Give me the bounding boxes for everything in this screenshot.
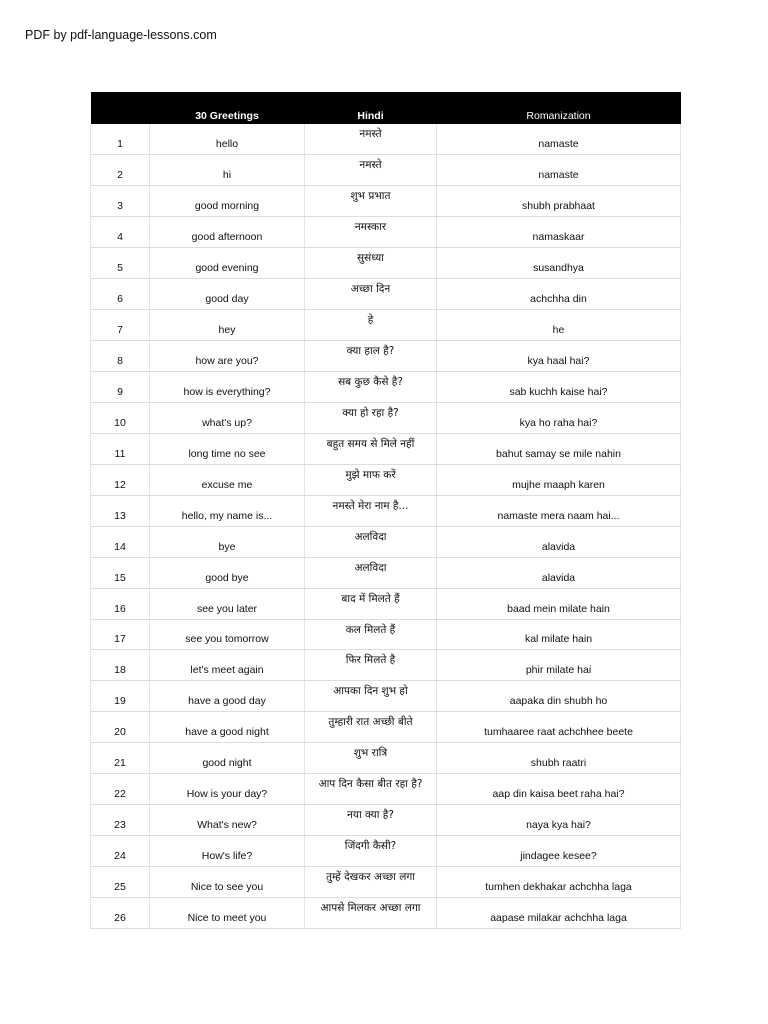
row-hindi: आपका दिन शुभ हो — [305, 681, 437, 712]
table-row — [91, 557, 681, 588]
row-number: 11 — [91, 433, 150, 464]
row-hindi: अलविदा — [305, 557, 437, 588]
row-hindi: अच्छा दिन — [305, 279, 437, 310]
row-hindi: नमस्ते मेरा नाम है... — [305, 495, 437, 526]
row-number: 12 — [91, 464, 150, 495]
row-number: 19 — [91, 681, 150, 712]
row-english: how are you? — [150, 341, 305, 372]
row-romanization: sab kuchh kaise hai? — [437, 372, 681, 403]
row-romanization: aapaka din shubh ho — [437, 681, 681, 712]
row-number: 5 — [91, 248, 150, 279]
table-row — [91, 217, 681, 248]
table-row — [91, 619, 681, 650]
row-hindi: हे — [305, 310, 437, 341]
row-romanization: jindagee kesee? — [437, 836, 681, 867]
row-number: 25 — [91, 867, 150, 898]
row-english: hi — [150, 155, 305, 186]
row-romanization: alavida — [437, 526, 681, 557]
row-hindi: नमस्ते — [305, 124, 437, 155]
row-hindi: फिर मिलते है — [305, 650, 437, 681]
header-row — [91, 92, 681, 124]
row-romanization: shubh raatri — [437, 743, 681, 774]
row-number: 9 — [91, 372, 150, 403]
row-english: good afternoon — [150, 217, 305, 248]
row-english: hello — [150, 124, 305, 155]
row-english: excuse me — [150, 464, 305, 495]
row-hindi: नमस्ते — [305, 155, 437, 186]
row-english: Nice to see you — [150, 867, 305, 898]
table-row — [91, 867, 681, 898]
row-english: Nice to meet you — [150, 897, 305, 928]
table-row — [91, 402, 681, 433]
table-row — [91, 650, 681, 681]
row-romanization: achchha din — [437, 279, 681, 310]
row-hindi: तुम्हें देखकर अच्छा लगा — [305, 867, 437, 898]
row-english: have a good night — [150, 712, 305, 743]
row-hindi: सब कुछ कैसे है? — [305, 372, 437, 403]
row-number: 20 — [91, 712, 150, 743]
table-row — [91, 433, 681, 464]
header-hindi: Hindi — [357, 110, 384, 122]
row-hindi: बाद में मिलते हैं — [305, 588, 437, 619]
table-row — [91, 495, 681, 526]
row-english: see you later — [150, 588, 305, 619]
row-hindi: तुम्हारी रात अच्छी बीते — [305, 712, 437, 743]
row-romanization: namaste mera naam hai... — [437, 495, 681, 526]
row-hindi: आप दिन कैसा बीत रहा है? — [305, 774, 437, 805]
row-number: 4 — [91, 217, 150, 248]
row-number: 13 — [91, 495, 150, 526]
row-number: 15 — [91, 557, 150, 588]
row-number: 17 — [91, 619, 150, 650]
row-english: see you tomorrow — [150, 619, 305, 650]
row-number: 21 — [91, 743, 150, 774]
table-row — [91, 186, 681, 217]
row-english: what's up? — [150, 402, 305, 433]
row-romanization: namaste — [437, 124, 681, 155]
row-number: 23 — [91, 805, 150, 836]
row-number: 1 — [91, 124, 150, 155]
row-number: 7 — [91, 310, 150, 341]
row-english: What's new? — [150, 805, 305, 836]
row-romanization: namaskaar — [437, 217, 681, 248]
row-romanization: tumhen dekhakar achchha laga — [437, 867, 681, 898]
row-romanization: he — [437, 310, 681, 341]
row-romanization: susandhya — [437, 248, 681, 279]
row-hindi: क्या हाल है? — [305, 341, 437, 372]
row-hindi: शुभ रात्रि — [305, 743, 437, 774]
table-row — [91, 372, 681, 403]
table-row — [91, 526, 681, 557]
row-hindi: शुभ प्रभात — [305, 186, 437, 217]
table-row — [91, 681, 681, 712]
row-english: hello, my name is... — [150, 495, 305, 526]
table-header — [91, 92, 681, 124]
row-romanization: naya kya hai? — [437, 805, 681, 836]
row-number: 14 — [91, 526, 150, 557]
table-row — [91, 248, 681, 279]
row-hindi: सुसंध्या — [305, 248, 437, 279]
row-english: hey — [150, 310, 305, 341]
table-row — [91, 341, 681, 372]
table-row — [91, 310, 681, 341]
row-romanization: mujhe maaph karen — [437, 464, 681, 495]
table-row — [91, 588, 681, 619]
row-number: 26 — [91, 897, 150, 928]
row-romanization: shubh prabhaat — [437, 186, 681, 217]
row-english: good day — [150, 279, 305, 310]
header-english: 30 Greetings — [195, 110, 259, 122]
table-row — [91, 464, 681, 495]
row-romanization: kal milate hain — [437, 619, 681, 650]
row-number: 3 — [91, 186, 150, 217]
row-hindi: अलविदा — [305, 526, 437, 557]
row-number: 24 — [91, 836, 150, 867]
row-number: 2 — [91, 155, 150, 186]
table-row — [91, 124, 681, 155]
row-romanization: alavida — [437, 557, 681, 588]
table-row — [91, 279, 681, 310]
greetings-table — [90, 92, 681, 929]
row-romanization: phir milate hai — [437, 650, 681, 681]
row-romanization: kya haal hai? — [437, 341, 681, 372]
table-row — [91, 805, 681, 836]
row-number: 10 — [91, 402, 150, 433]
table-row — [91, 743, 681, 774]
greetings-table-container — [90, 92, 680, 929]
row-number: 22 — [91, 774, 150, 805]
row-hindi: मुझे माफ करें — [305, 464, 437, 495]
row-english: good night — [150, 743, 305, 774]
row-hindi: क्या हो रहा है? — [305, 402, 437, 433]
row-romanization: baad mein milate hain — [437, 588, 681, 619]
row-english: good morning — [150, 186, 305, 217]
table-row — [91, 712, 681, 743]
row-hindi: बहुत समय से मिले नहीं — [305, 433, 437, 464]
page-header: PDF by pdf-language-lessons.com — [25, 28, 217, 42]
table-row — [91, 774, 681, 805]
row-english: How's life? — [150, 836, 305, 867]
row-hindi: जिंदगी कैसी? — [305, 836, 437, 867]
row-romanization: bahut samay se mile nahin — [437, 433, 681, 464]
row-romanization: aap din kaisa beet raha hai? — [437, 774, 681, 805]
table-row — [91, 155, 681, 186]
row-romanization: namaste — [437, 155, 681, 186]
row-romanization: kya ho raha hai? — [437, 402, 681, 433]
row-english: long time no see — [150, 433, 305, 464]
row-english: let's meet again — [150, 650, 305, 681]
row-english: bye — [150, 526, 305, 557]
row-number: 16 — [91, 588, 150, 619]
row-romanization: aapase milakar achchha laga — [437, 897, 681, 928]
table-row — [91, 897, 681, 928]
row-english: have a good day — [150, 681, 305, 712]
row-english: how is everything? — [150, 372, 305, 403]
table-row — [91, 836, 681, 867]
row-romanization: tumhaaree raat achchhee beete — [437, 712, 681, 743]
row-hindi: आपसे मिलकर अच्छा लगा — [305, 897, 437, 928]
row-hindi: नया क्या है? — [305, 805, 437, 836]
row-hindi: नमस्कार — [305, 217, 437, 248]
row-english: good bye — [150, 557, 305, 588]
header-romanization: Romanization — [526, 110, 591, 122]
row-number: 18 — [91, 650, 150, 681]
row-english: How is your day? — [150, 774, 305, 805]
row-number: 8 — [91, 341, 150, 372]
header-number — [91, 92, 150, 124]
table-body — [91, 124, 681, 928]
row-number: 6 — [91, 279, 150, 310]
row-hindi: कल मिलते हैं — [305, 619, 437, 650]
row-english: good evening — [150, 248, 305, 279]
